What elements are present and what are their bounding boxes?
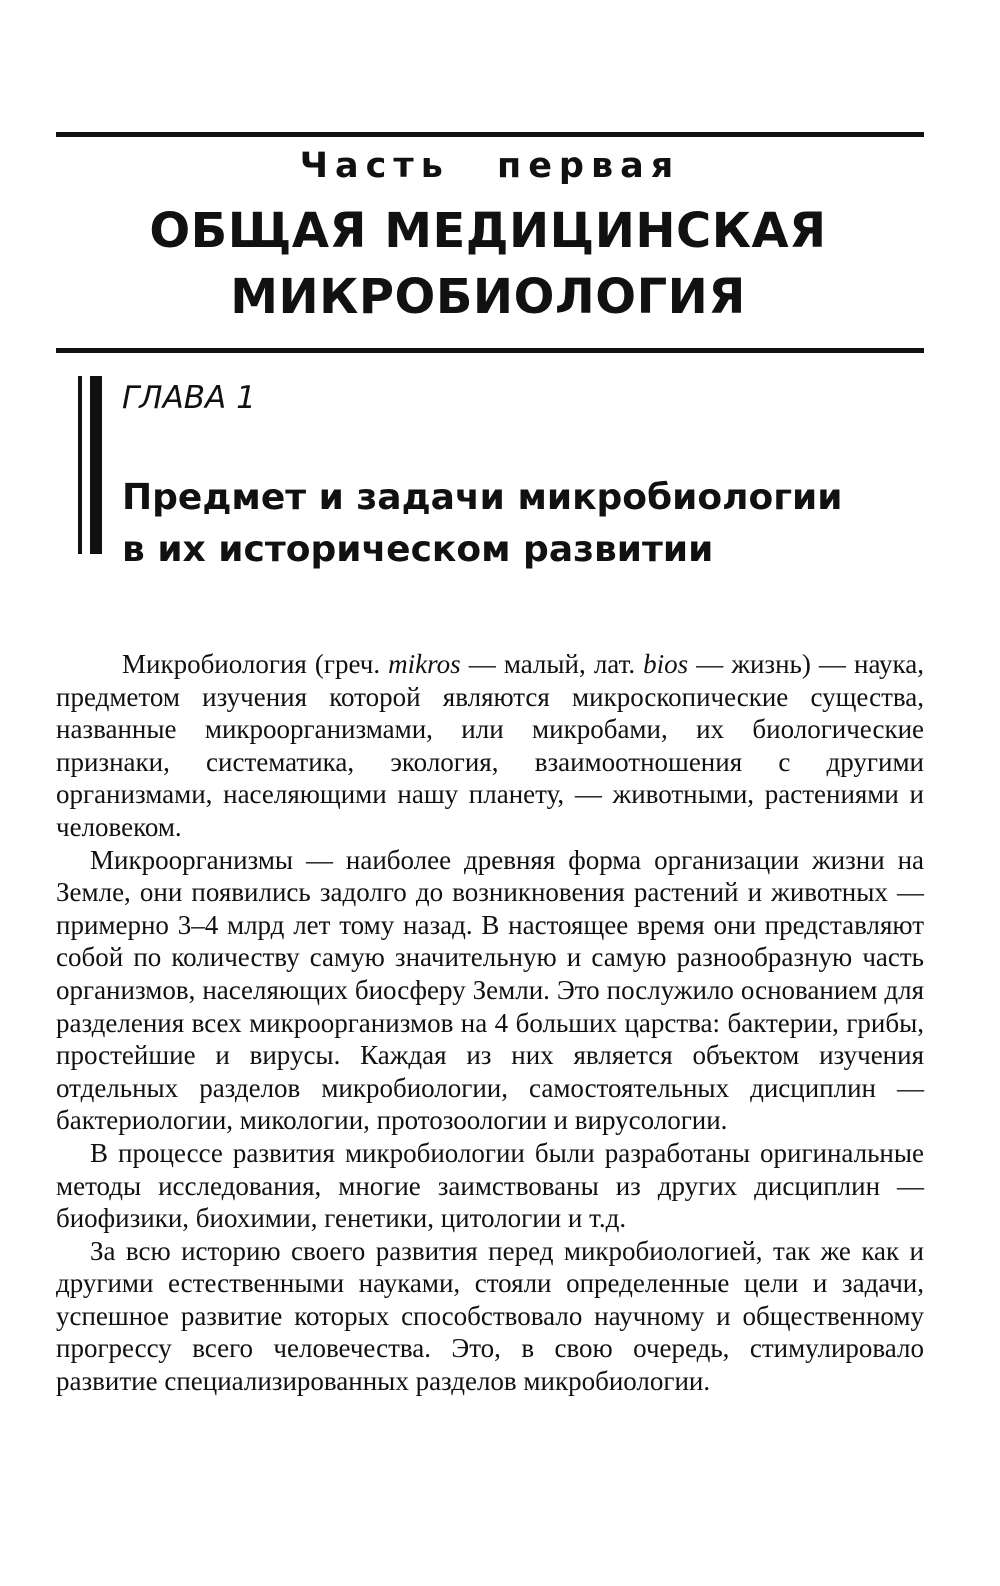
part-label: Часть первая (299, 146, 681, 186)
paragraph-4: За всю историю своего развития перед микробиологией, так же как и другими естественными науками, стояли определенные цели и задачи, успешное развитие которых способствовало научному и общественному прогрессу всего человечества. Это, в свою очередь, стимулировало развитие специализированных разделов микробиологии. (56, 1235, 924, 1397)
paragraph-3: В процессе развития микробиологии были разработаны оригинальные методы исследования, многие заимствованы из других дисциплин — биофизики, биохимии, генетики, цитологии и т.д. (56, 1137, 924, 1234)
chapter-bar-thin (78, 376, 82, 554)
term-mikros: mikros (388, 649, 461, 679)
part-title (0, 198, 976, 330)
chapter-title-line-1: Предмет и задачи микробиологии (122, 477, 843, 518)
term-bios: bios (643, 649, 689, 679)
paragraph-1 (56, 648, 924, 844)
part-title-line-2: МИКРОБИОЛОГИЯ (230, 269, 746, 325)
chapter-bar-thick (90, 376, 102, 554)
part-title-line-1: ОБЩАЯ МЕДИЦИНСКАЯ (149, 203, 827, 259)
chapter-title (122, 472, 942, 576)
bottom-rule (56, 348, 924, 353)
body-text (56, 648, 924, 1398)
chapter-title-line-2: в их историческом развитии (122, 529, 714, 570)
top-rule (56, 132, 924, 137)
paragraph-1-part-c: — жизнь) — наука, предметом изучения которой являются микроскопические существа, названные микроорганизмами, или микробами, их биологические признаки, систематика, экология, взаимоотношения с другими организмами, населяющими нашу планету, — животными, растениями и человеком. (56, 649, 924, 842)
paragraph-2: Микроорганизмы — наиболее древняя форма организации жизни на Земле, они появились задолго до возникновения растений и животных — примерно 3–4 млрд лет тому назад. В настоящее время они представляют собой по количеству самую значительную и самую разнообразную часть организмов, населяющих биосферу Земли. Это послужило основанием для разделения всех микроорганизмов на 4 больших царства: бактерии, грибы, простейшие и вирусы. Каждая из них является объектом изучения отдельных разделов микробиологии, самостоятельных дисциплин — бактериологии, микологии, протозоологии и вирусологии. (56, 844, 924, 1136)
paragraph-1-part-b: — малый, лат. (460, 649, 644, 679)
chapter-label: ГЛАВА 1 (122, 380, 256, 416)
paragraph-1-part-a: Микробиология (греч. (122, 649, 389, 679)
